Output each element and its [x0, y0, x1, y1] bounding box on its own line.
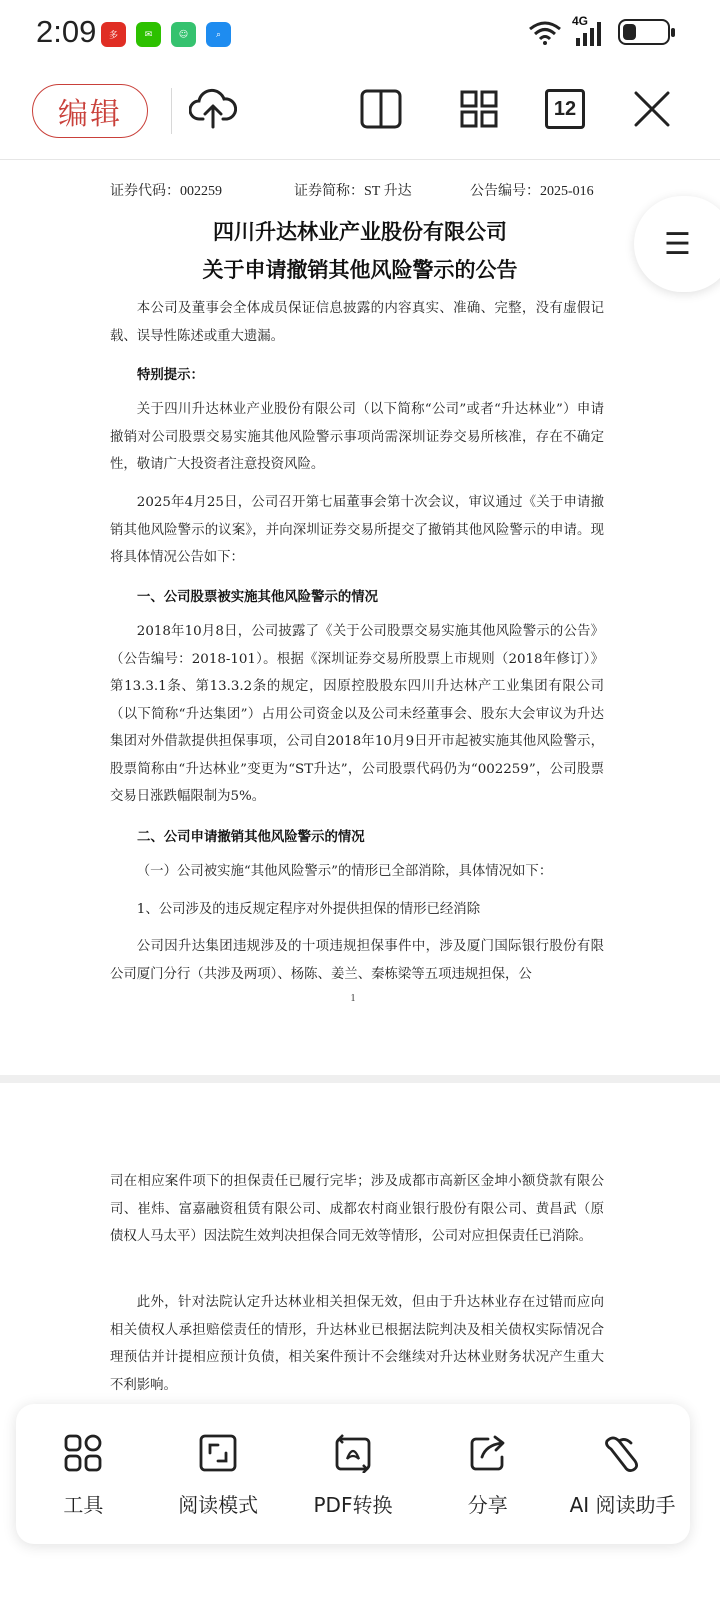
share-icon [466, 1431, 510, 1475]
battery-icon [618, 19, 670, 45]
subsection-1-item-1: 1、公司涉及的违反规定程序对外提供担保的情形已经消除 [136, 902, 481, 917]
securities-code: 证券代码：002259 [110, 184, 222, 199]
share-label: 分享 [467, 1492, 508, 1517]
share-button[interactable] [421, 1431, 555, 1518]
status-bar [0, 0, 720, 70]
securities-short-name: 证券简称：ST 升达 [294, 184, 412, 199]
page-count-badge: 12 [545, 89, 585, 129]
wifi-icon [528, 19, 562, 45]
bear-app-icon: ☺ [171, 22, 196, 47]
grid-view-icon[interactable] [454, 84, 504, 134]
tools-icon [61, 1431, 105, 1475]
ai-reading-assistant-button[interactable] [556, 1431, 690, 1518]
cloud-upload-icon[interactable] [188, 84, 238, 134]
reading-mode-label: 阅读模式 [178, 1492, 259, 1517]
pdf-convert-label: PDF转换 [313, 1492, 393, 1517]
doc-title-line1: 四川升达林业产业股份有限公司 [213, 220, 507, 244]
pinduoduo-icon: 多 [101, 22, 126, 47]
wechat-icon: ✉ [136, 22, 161, 47]
menu-icon: ☰ [664, 226, 691, 262]
section1-heading: 一、公司股票被实施其他风险警示的情况 [137, 590, 379, 605]
doc-title-line2: 关于申请撤销其他风险警示的公告 [202, 258, 518, 282]
tools-label: 工具 [63, 1492, 104, 1517]
page-number: 1 [350, 993, 356, 1004]
pdf-convert-icon [331, 1431, 375, 1475]
page-count-button[interactable] [540, 84, 590, 134]
special-notice-heading: 特别提示： [137, 368, 204, 383]
expand-icon [196, 1431, 240, 1475]
top-toolbar [0, 70, 720, 160]
clock: 2:09 [36, 14, 97, 49]
toolbar-divider [171, 88, 172, 134]
board-statement: 本公司及董事会全体成员保证信息披露的内容真实、准确、完整，没有虚假记载、误导性陈述或重大遗漏。 [110, 301, 604, 344]
section2-heading: 二、公司申请撤销其他风险警示的情况 [137, 830, 365, 845]
special-notice-text: 关于四川升达林业产业股份有限公司（以下简称“公司”或者“升达林业”）申请撤销对公司股票交易实施其他风险警示事项尚需深圳证券交易所核准，存在不确定性，敬请广大投资者注意投资风险。 [110, 402, 604, 472]
page-separator [0, 1075, 720, 1083]
tools-button[interactable] [16, 1431, 150, 1518]
subsection-1: （一）公司被实施“其他风险警示”的情形已全部消除，具体情况如下： [136, 864, 553, 879]
close-icon[interactable] [627, 84, 677, 134]
page2-paragraph-2: 此外，针对法院认定升达林业相关担保无效，但由于升达林业存在过错而应向相关债权人承担赔偿责任的情形，升达林业已根据法院判决及相关债权实际情况合理预估并计提相应预计负债，相关案件预计不会继续对升达林业财务状况产生重大不利影响。 [110, 1295, 604, 1393]
edit-button[interactable]: 编辑 [32, 84, 148, 138]
bottom-action-bar [16, 1404, 690, 1544]
outline-menu-button[interactable] [634, 196, 720, 292]
ai-reading-assistant-label: AI 阅读助手 [569, 1492, 676, 1517]
split-view-icon[interactable] [356, 84, 406, 134]
cellular-signal-icon: 4G [572, 18, 608, 46]
notice-number: 公告编号：2025-016 [470, 184, 594, 199]
reading-mode-button[interactable] [151, 1431, 285, 1518]
section1-paragraph: 2018年10月8日，公司披露了《关于公司股票交易实施其他风险警示的公告》（公告编号：2018-101）。根据《深圳证券交易所股票上市规则（2018年修订）》第13.3.1条、第13.3.2条的规定，因原控股股东四川升达林产工业集团有限公司（以下简称“升达集团”）占用公司资金以及公司未经董事会、股东大会审议为升达集团对外借款提供担保事项，公司自2018年10月9日开市起被实施其他风险警示，股票简称由“升达林业”变更为“ST升达”，公司股票代码仍为“002259”，公司股票交易日涨跌幅限制为5%。 [110, 624, 604, 804]
guarantee-paragraph: 公司因升达集团违规涉及的十项违规担保事件中，涉及厦门国际银行股份有限公司厦门分行（共涉及两项）、杨陈、姜兰、秦栋梁等五项违规担保，公 [110, 939, 604, 982]
page2-paragraph-1: 司在相应案件项下的担保责任已履行完毕；涉及成都市高新区金坤小额贷款有限公司、崔炜、富嘉融资租赁有限公司、成都农村商业银行股份有限公司、黄昌武（原债权人马太平）因法院生效判决担保合同无效等情形，公司对应担保责任已消除。 [110, 1174, 604, 1244]
system-indicators [528, 14, 670, 46]
search-app-icon: ⌕ [206, 22, 231, 47]
ai-assistant-icon [601, 1431, 645, 1475]
intro-paragraph: 2025年4月25日，公司召开第七届董事会第十次会议，审议通过《关于申请撤销其他风险警示的议案》，并向深圳证券交易所提交了撤销其他风险警示的申请。现将具体情况公告如下： [110, 495, 604, 565]
pdf-convert-button[interactable] [286, 1431, 420, 1518]
